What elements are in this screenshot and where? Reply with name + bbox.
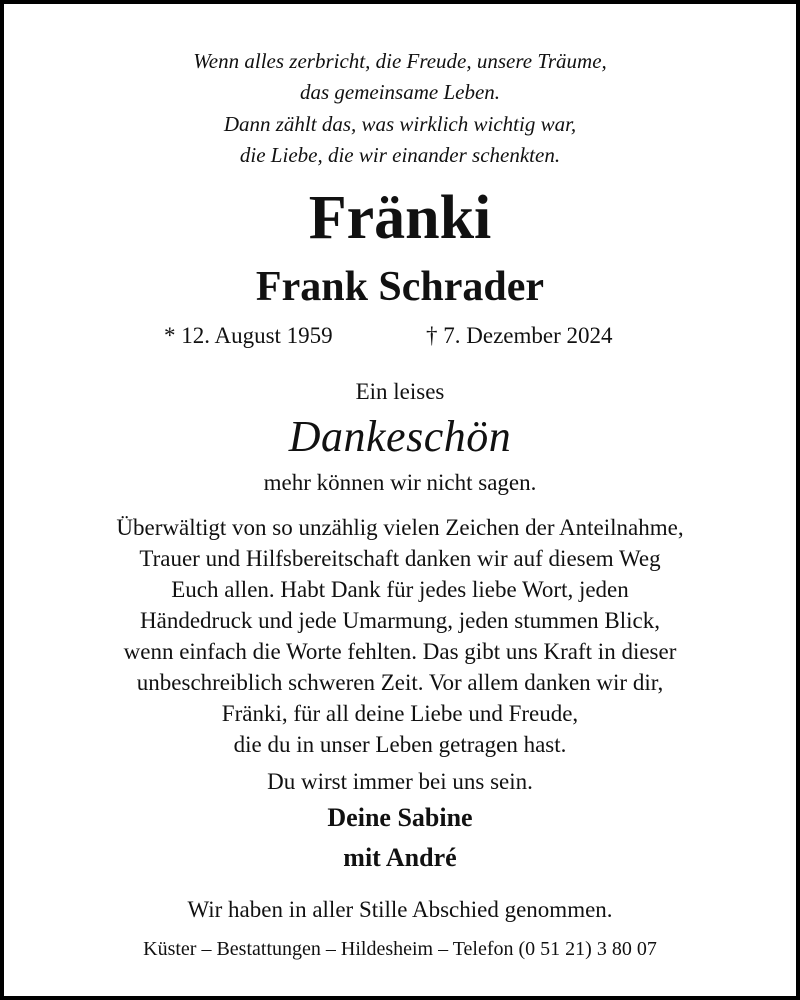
message-line-6: unbeschreiblich schweren Zeit. Vor allem danken wir dir, [136,670,664,695]
message-line-4: Händedruck und jede Umarmung, jeden stummen Blick, [140,608,660,633]
message-line-7: Fränki, für all deine Liebe und Freude, [221,701,579,726]
thanks-headline: Dankeschön [288,412,512,461]
message-line-8: die du in unser Leben getragen hast. [233,732,567,757]
thanks-subline: mehr können wir nicht sagen. [263,470,537,495]
message-line-2: Trauer und Hilfsbereitschaft danken wir auf diesem Weg [139,546,661,571]
message-line-3: Euch allen. Habt Dank für jedes liebe Wort, jeden [171,577,629,602]
poem-line-4: die Liebe, die wir einander schenkten. [239,143,561,167]
message-line-1: Überwältigt von so unzählig vielen Zeichen der Anteilnahme, [116,515,684,540]
deceased-nickname: Fränki [308,184,492,252]
undertaker-footer: Küster – Bestattungen – Hildesheim – Telefon (0 51 21) 3 80 07 [143,938,657,960]
life-dates [4,324,796,350]
message-line-5: wenn einfach die Worte fehlten. Das gibt uns Kraft in dieser [123,639,677,664]
poem-line-2: das gemeinsame Leben. [299,80,501,104]
poem-line-3: Dann zählt das, was wirklich wichtig war, [223,112,577,136]
thanks-lead: Ein leises [355,379,445,404]
farewell-text: Wir haben in aller Stille Abschied genommen. [187,897,613,922]
birth-date: * 12. August 1959 [164,323,333,348]
message-closing: Du wirst immer bei uns sein. [267,769,533,794]
signature-line-1: Deine Sabine [327,803,473,832]
signature-line-2: mit André [343,843,457,872]
death-date: † 7. Dezember 2024 [426,323,613,348]
poem-line-1: Wenn alles zerbricht, die Freude, unsere Träume, [193,49,607,73]
deceased-full-name: Frank Schrader [255,264,545,310]
